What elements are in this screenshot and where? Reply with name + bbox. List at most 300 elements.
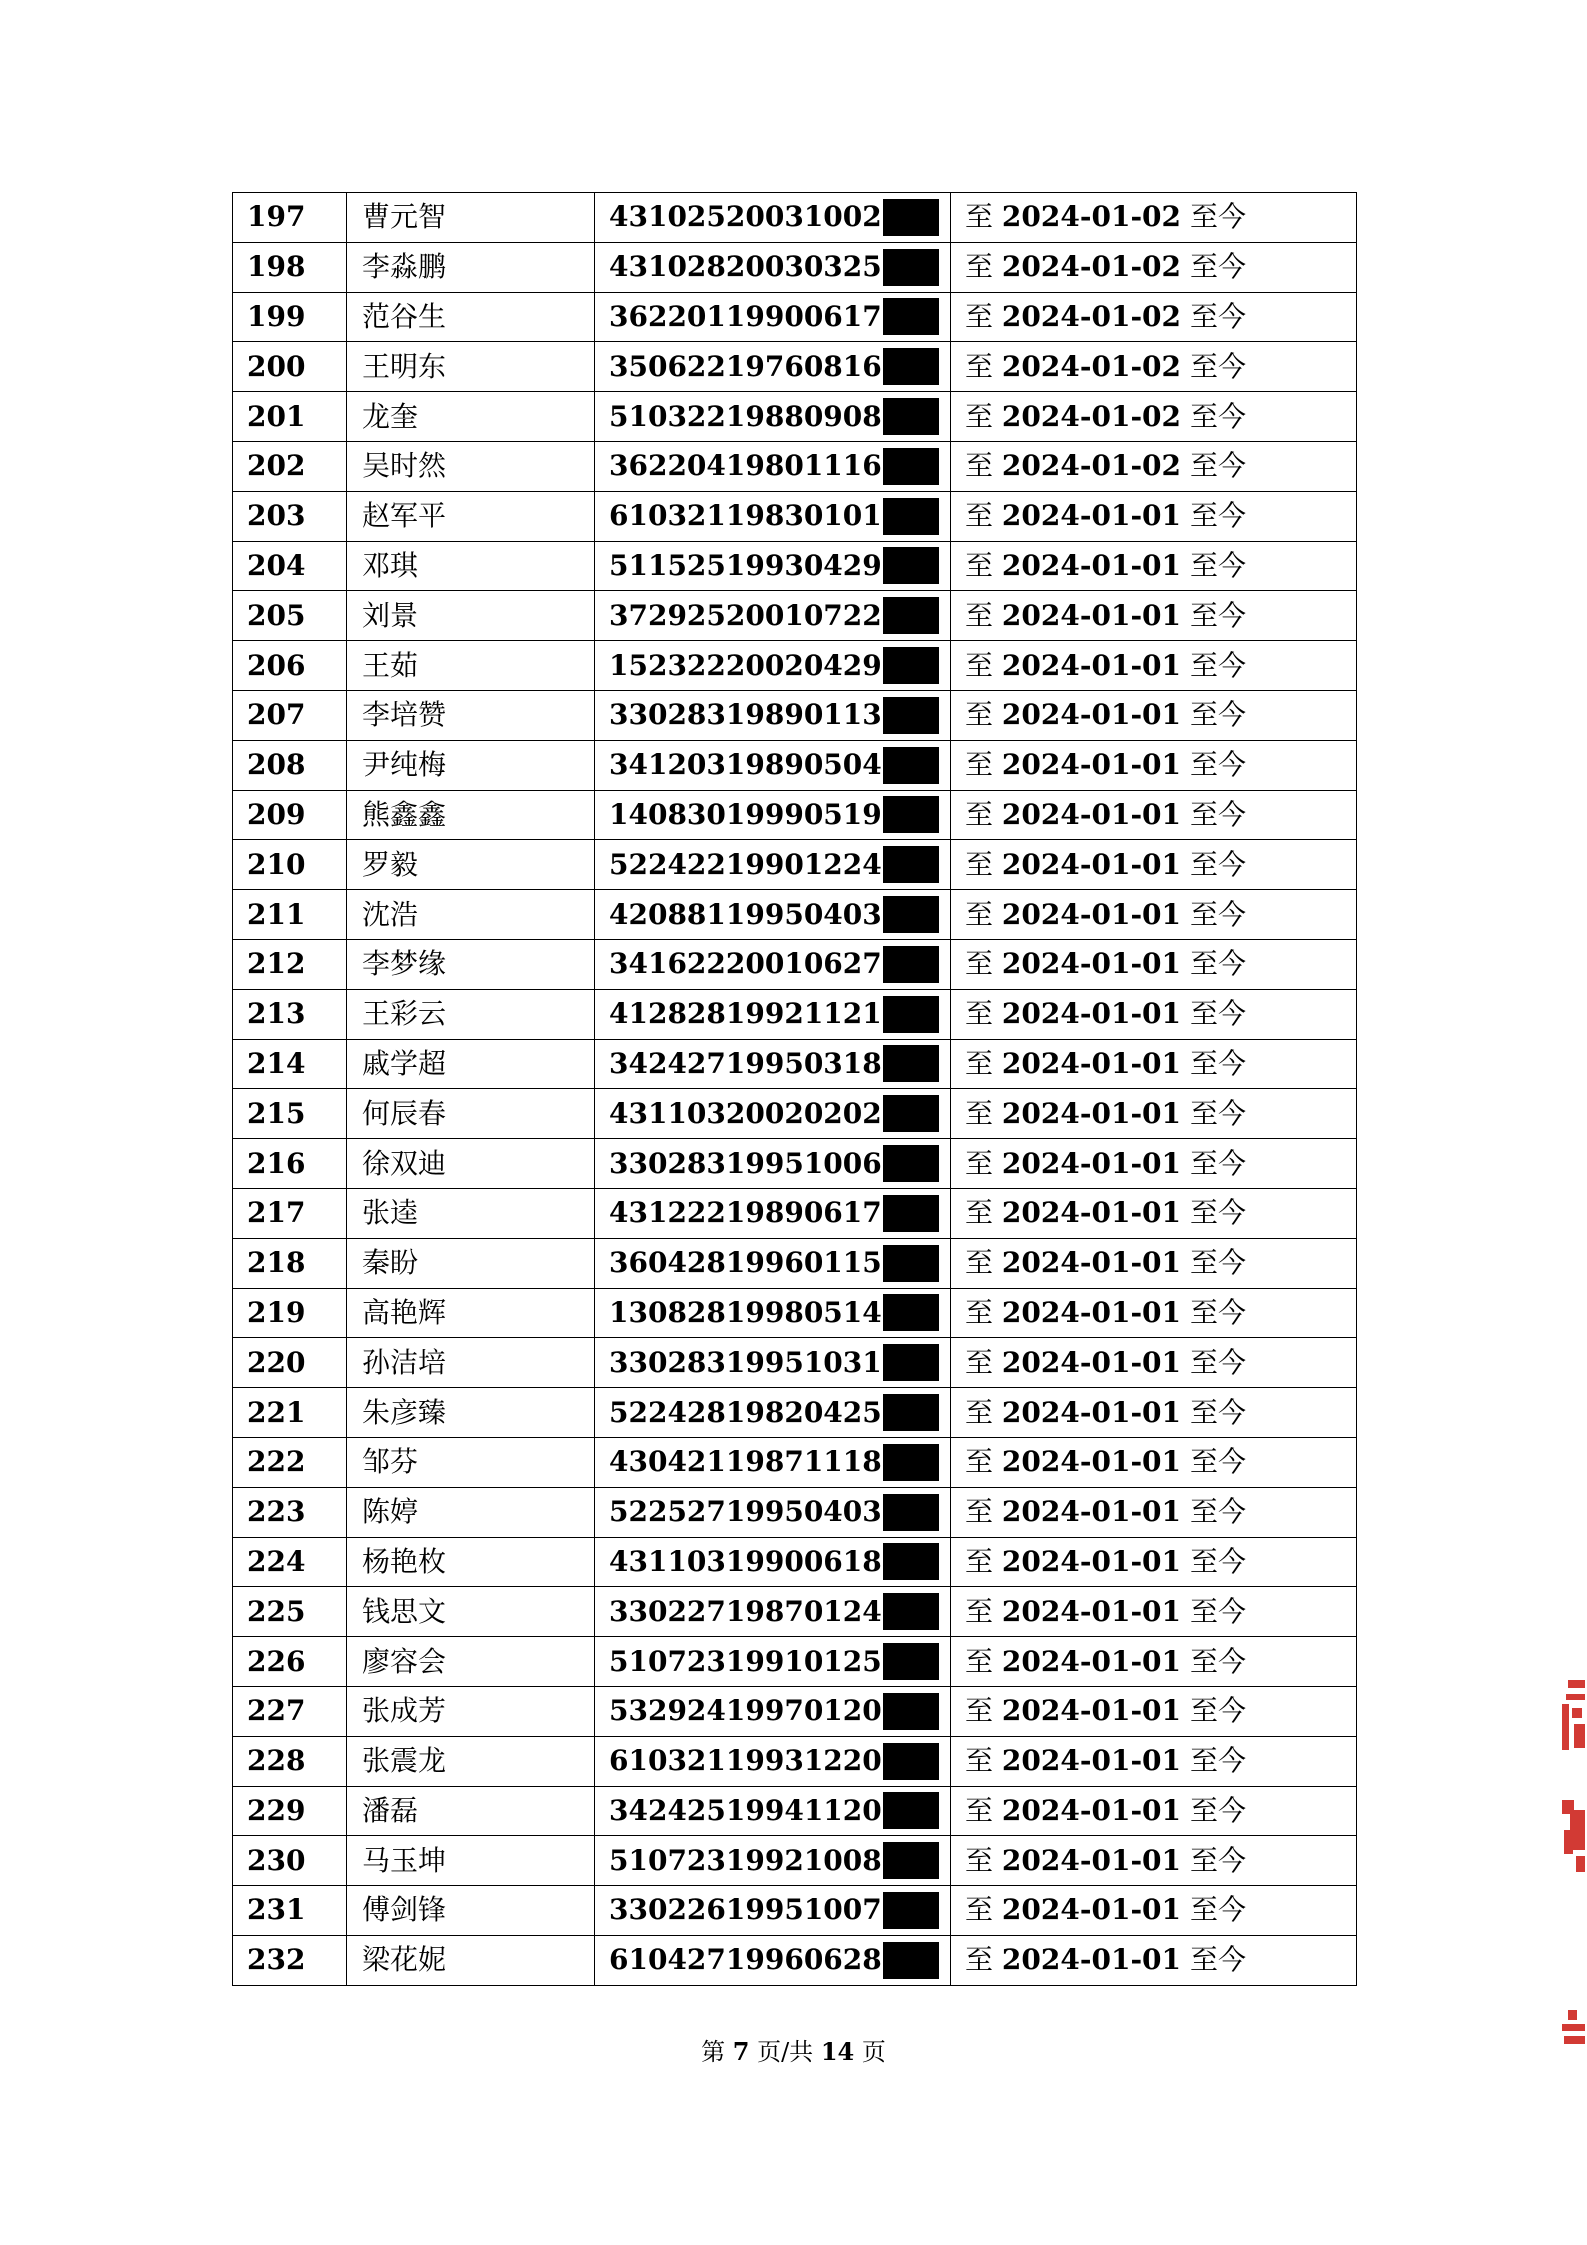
row-number: 213	[233, 989, 347, 1039]
employment-period-cell	[951, 441, 1357, 491]
id-number-visible: 37292520010722	[609, 598, 882, 632]
row-number: 203	[233, 491, 347, 541]
period-suffix: 至今	[1189, 797, 1246, 831]
redaction-block	[883, 1045, 939, 1082]
row-number: 204	[233, 541, 347, 591]
table-row	[233, 989, 1357, 1039]
id-number-cell	[595, 193, 951, 243]
period-prefix: 至	[965, 449, 994, 483]
row-number: 221	[233, 1388, 347, 1438]
redaction-block	[883, 249, 939, 286]
table-row	[233, 591, 1357, 641]
employment-period-cell	[951, 740, 1357, 790]
period-date: 2024-01-01	[1001, 897, 1182, 931]
period-date: 2024-01-01	[1001, 1046, 1182, 1080]
redaction-block	[883, 1543, 939, 1580]
employment-period-cell	[951, 641, 1357, 691]
row-number: 227	[233, 1686, 347, 1736]
person-name: 秦盼	[347, 1238, 595, 1288]
period-prefix: 至	[965, 1793, 994, 1827]
person-name: 徐双迪	[347, 1139, 595, 1189]
period-suffix: 至今	[1189, 1893, 1246, 1927]
period-suffix: 至今	[1189, 648, 1246, 682]
period-suffix: 至今	[1189, 1096, 1246, 1130]
period-suffix: 至今	[1189, 548, 1246, 582]
redaction-block	[883, 1743, 939, 1780]
id-number-cell	[595, 1388, 951, 1438]
period-prefix: 至	[965, 1594, 994, 1628]
period-date: 2024-01-01	[1001, 748, 1182, 782]
employment-period-cell	[951, 989, 1357, 1039]
period-suffix: 至今	[1189, 399, 1246, 433]
person-name: 熊鑫鑫	[347, 790, 595, 840]
table-row	[233, 1487, 1357, 1537]
employment-period-cell	[951, 939, 1357, 989]
row-number: 218	[233, 1238, 347, 1288]
period-date: 2024-01-02	[1001, 399, 1182, 433]
id-number-visible: 33022619951007	[609, 1893, 882, 1927]
id-number-visible: 52242219901224	[609, 847, 882, 881]
employment-period-cell	[951, 342, 1357, 392]
id-number-cell	[595, 1786, 951, 1836]
period-suffix: 至今	[1189, 997, 1246, 1031]
redaction-block	[883, 199, 939, 236]
row-number: 201	[233, 392, 347, 442]
page-current: 7	[732, 2037, 750, 2066]
row-number: 222	[233, 1437, 347, 1487]
page-suffix: 页	[861, 2038, 886, 2066]
id-number-visible: 15232220020429	[609, 648, 882, 682]
redaction-block	[883, 946, 939, 983]
id-number-cell	[595, 1487, 951, 1537]
redaction-block	[883, 1095, 939, 1132]
id-number-cell	[595, 690, 951, 740]
id-number-visible: 43110320020202	[609, 1096, 882, 1130]
table-row	[233, 740, 1357, 790]
redaction-block	[883, 747, 939, 784]
period-prefix: 至	[965, 1196, 994, 1230]
period-suffix: 至今	[1189, 349, 1246, 383]
employment-period-cell	[951, 1487, 1357, 1537]
period-date: 2024-01-01	[1001, 1096, 1182, 1130]
redaction-block	[883, 1693, 939, 1730]
id-number-cell	[595, 1686, 951, 1736]
period-date: 2024-01-01	[1001, 1445, 1182, 1479]
person-name: 罗毅	[347, 840, 595, 890]
table-row	[233, 790, 1357, 840]
page-middle: 页/共	[757, 2038, 814, 2066]
person-name: 尹纯梅	[347, 740, 595, 790]
row-number: 199	[233, 292, 347, 342]
employment-period-cell	[951, 1089, 1357, 1139]
redaction-block	[883, 1245, 939, 1282]
row-number: 197	[233, 193, 347, 243]
period-date: 2024-01-01	[1001, 598, 1182, 632]
table-row	[233, 1437, 1357, 1487]
id-number-cell	[595, 939, 951, 989]
row-number: 223	[233, 1487, 347, 1537]
period-prefix: 至	[965, 1644, 994, 1678]
id-number-cell	[595, 1039, 951, 1089]
redaction-block	[883, 1294, 939, 1331]
person-name: 戚学超	[347, 1039, 595, 1089]
id-number-cell	[595, 1089, 951, 1139]
table-body	[233, 193, 1357, 1986]
table-row	[233, 491, 1357, 541]
period-suffix: 至今	[1189, 1694, 1246, 1728]
period-date: 2024-01-01	[1001, 1644, 1182, 1678]
employment-period-cell	[951, 790, 1357, 840]
period-date: 2024-01-01	[1001, 947, 1182, 981]
person-name: 李淼鹏	[347, 242, 595, 292]
id-number-cell	[595, 342, 951, 392]
table-row	[233, 890, 1357, 940]
period-suffix: 至今	[1189, 1046, 1246, 1080]
period-prefix: 至	[965, 698, 994, 732]
page-prefix: 第	[701, 2038, 726, 2066]
person-name: 曹元智	[347, 193, 595, 243]
id-number-visible: 34242519941120	[609, 1793, 882, 1827]
period-date: 2024-01-01	[1001, 648, 1182, 682]
table-row	[233, 1935, 1357, 1985]
row-number: 231	[233, 1886, 347, 1936]
id-number-cell	[595, 1537, 951, 1587]
id-number-visible: 13082819980514	[609, 1295, 882, 1329]
period-prefix: 至	[965, 200, 994, 234]
personnel-table	[232, 192, 1357, 1986]
id-number-cell	[595, 392, 951, 442]
period-prefix: 至	[965, 748, 994, 782]
row-number: 209	[233, 790, 347, 840]
period-prefix: 至	[965, 1843, 994, 1877]
period-date: 2024-01-02	[1001, 299, 1182, 333]
period-date: 2024-01-01	[1001, 698, 1182, 732]
id-number-visible: 61042719960628	[609, 1943, 882, 1977]
row-number: 212	[233, 939, 347, 989]
person-name: 邓琪	[347, 541, 595, 591]
row-number: 215	[233, 1089, 347, 1139]
employment-period-cell	[951, 1786, 1357, 1836]
employment-period-cell	[951, 193, 1357, 243]
period-suffix: 至今	[1189, 449, 1246, 483]
id-number-cell	[595, 242, 951, 292]
period-prefix: 至	[965, 947, 994, 981]
period-suffix: 至今	[1189, 200, 1246, 234]
period-date: 2024-01-01	[1001, 1495, 1182, 1529]
person-name: 吴时然	[347, 441, 595, 491]
table-row	[233, 1886, 1357, 1936]
period-suffix: 至今	[1189, 1345, 1246, 1379]
period-suffix: 至今	[1189, 1246, 1246, 1280]
redaction-block	[883, 1444, 939, 1481]
id-number-visible: 33028319890113	[609, 698, 882, 732]
period-date: 2024-01-02	[1001, 449, 1182, 483]
person-name: 钱思文	[347, 1587, 595, 1637]
employment-period-cell	[951, 292, 1357, 342]
person-name: 李梦缘	[347, 939, 595, 989]
employment-period-cell	[951, 1288, 1357, 1338]
redaction-block	[883, 896, 939, 933]
table-row	[233, 1288, 1357, 1338]
employment-period-cell	[951, 1338, 1357, 1388]
id-number-cell	[595, 491, 951, 541]
person-name: 沈浩	[347, 890, 595, 940]
period-prefix: 至	[965, 648, 994, 682]
period-date: 2024-01-01	[1001, 1395, 1182, 1429]
row-number: 214	[233, 1039, 347, 1089]
table-row	[233, 392, 1357, 442]
period-suffix: 至今	[1189, 897, 1246, 931]
employment-period-cell	[951, 1388, 1357, 1438]
period-prefix: 至	[965, 797, 994, 831]
period-date: 2024-01-01	[1001, 1345, 1182, 1379]
period-suffix: 至今	[1189, 1395, 1246, 1429]
period-suffix: 至今	[1189, 748, 1246, 782]
row-number: 206	[233, 641, 347, 691]
person-name: 孙洁培	[347, 1338, 595, 1388]
redaction-block	[883, 1792, 939, 1829]
period-prefix: 至	[965, 847, 994, 881]
row-number: 225	[233, 1587, 347, 1637]
page-footer	[0, 2032, 1587, 2067]
id-number-visible: 33022719870124	[609, 1594, 882, 1628]
employment-period-cell	[951, 491, 1357, 541]
row-number: 208	[233, 740, 347, 790]
period-suffix: 至今	[1189, 250, 1246, 284]
id-number-cell	[595, 1587, 951, 1637]
id-number-visible: 42088119950403	[609, 897, 882, 931]
employment-period-cell	[951, 1188, 1357, 1238]
row-number: 219	[233, 1288, 347, 1338]
period-prefix: 至	[965, 399, 994, 433]
person-name: 何辰春	[347, 1089, 595, 1139]
table-row	[233, 1786, 1357, 1836]
id-number-cell	[595, 441, 951, 491]
period-suffix: 至今	[1189, 698, 1246, 732]
row-number: 211	[233, 890, 347, 940]
id-number-visible: 61032119931220	[609, 1744, 882, 1778]
id-number-visible: 51072319910125	[609, 1644, 882, 1678]
id-number-visible: 36042819960115	[609, 1246, 882, 1280]
person-name: 王彩云	[347, 989, 595, 1039]
period-suffix: 至今	[1189, 1843, 1246, 1877]
period-suffix: 至今	[1189, 1744, 1246, 1778]
period-suffix: 至今	[1189, 1544, 1246, 1578]
period-suffix: 至今	[1189, 1295, 1246, 1329]
person-name: 李培赞	[347, 690, 595, 740]
person-name: 杨艳枚	[347, 1537, 595, 1587]
id-number-cell	[595, 541, 951, 591]
row-number: 220	[233, 1338, 347, 1388]
period-suffix: 至今	[1189, 1146, 1246, 1180]
period-date: 2024-01-01	[1001, 1246, 1182, 1280]
row-number: 207	[233, 690, 347, 740]
redaction-block	[883, 1643, 939, 1680]
id-number-visible: 52252719950403	[609, 1495, 882, 1529]
id-number-visible: 33028319951031	[609, 1345, 882, 1379]
period-prefix: 至	[965, 1046, 994, 1080]
employment-period-cell	[951, 1039, 1357, 1089]
period-suffix: 至今	[1189, 598, 1246, 632]
table-row	[233, 1338, 1357, 1388]
period-date: 2024-01-01	[1001, 1196, 1182, 1230]
period-prefix: 至	[965, 1395, 994, 1429]
table-row	[233, 939, 1357, 989]
period-prefix: 至	[965, 299, 994, 333]
period-prefix: 至	[965, 250, 994, 284]
period-prefix: 至	[965, 1694, 994, 1728]
redaction-block	[883, 1145, 939, 1182]
period-date: 2024-01-01	[1001, 1943, 1182, 1977]
id-number-cell	[595, 1637, 951, 1687]
redaction-block	[883, 1942, 939, 1979]
period-prefix: 至	[965, 1943, 994, 1977]
row-number: 210	[233, 840, 347, 890]
employment-period-cell	[951, 1686, 1357, 1736]
period-prefix: 至	[965, 1744, 994, 1778]
id-number-cell	[595, 1935, 951, 1985]
period-suffix: 至今	[1189, 847, 1246, 881]
period-suffix: 至今	[1189, 499, 1246, 533]
id-number-visible: 51032219880908	[609, 399, 882, 433]
id-number-cell	[595, 1886, 951, 1936]
row-number: 205	[233, 591, 347, 641]
id-number-visible: 35062219760816	[609, 349, 882, 383]
id-number-cell	[595, 1188, 951, 1238]
employment-period-cell	[951, 1935, 1357, 1985]
period-suffix: 至今	[1189, 1445, 1246, 1479]
id-number-cell	[595, 740, 951, 790]
employment-period-cell	[951, 1238, 1357, 1288]
row-number: 217	[233, 1188, 347, 1238]
person-name: 刘景	[347, 591, 595, 641]
table-row	[233, 1836, 1357, 1886]
table-row	[233, 541, 1357, 591]
table-row	[233, 840, 1357, 890]
id-number-cell	[595, 1836, 951, 1886]
id-number-visible: 14083019990519	[609, 797, 882, 831]
row-number: 224	[233, 1537, 347, 1587]
period-suffix: 至今	[1189, 1943, 1246, 1977]
period-suffix: 至今	[1189, 1594, 1246, 1628]
id-number-cell	[595, 591, 951, 641]
period-date: 2024-01-01	[1001, 1793, 1182, 1827]
period-date: 2024-01-01	[1001, 797, 1182, 831]
redaction-block	[883, 1593, 939, 1630]
period-prefix: 至	[965, 349, 994, 383]
id-number-cell	[595, 1238, 951, 1288]
period-prefix: 至	[965, 1295, 994, 1329]
period-date: 2024-01-01	[1001, 548, 1182, 582]
period-prefix: 至	[965, 1246, 994, 1280]
table-row	[233, 1637, 1357, 1687]
page-total: 14	[820, 2037, 855, 2066]
id-number-visible: 53292419970120	[609, 1694, 882, 1728]
id-number-visible: 36220119900617	[609, 299, 882, 333]
person-name: 朱彦臻	[347, 1388, 595, 1438]
period-prefix: 至	[965, 1495, 994, 1529]
redaction-block	[883, 547, 939, 584]
id-number-cell	[595, 1736, 951, 1786]
row-number: 202	[233, 441, 347, 491]
period-suffix: 至今	[1189, 1196, 1246, 1230]
employment-period-cell	[951, 1836, 1357, 1886]
table-row	[233, 1039, 1357, 1089]
employment-period-cell	[951, 1537, 1357, 1587]
id-number-cell	[595, 890, 951, 940]
redaction-block	[883, 1494, 939, 1531]
table-row	[233, 1188, 1357, 1238]
table-row	[233, 1587, 1357, 1637]
period-suffix: 至今	[1189, 1495, 1246, 1529]
period-prefix: 至	[965, 1893, 994, 1927]
id-number-visible: 36220419801116	[609, 449, 882, 483]
period-date: 2024-01-01	[1001, 1594, 1182, 1628]
id-number-visible: 51152519930429	[609, 548, 882, 582]
period-suffix: 至今	[1189, 299, 1246, 333]
employment-period-cell	[951, 890, 1357, 940]
person-name: 邹芬	[347, 1437, 595, 1487]
employment-period-cell	[951, 1587, 1357, 1637]
redaction-block	[883, 348, 939, 385]
id-number-visible: 61032119830101	[609, 499, 882, 533]
redaction-block	[883, 597, 939, 634]
period-prefix: 至	[965, 897, 994, 931]
person-name: 赵军平	[347, 491, 595, 541]
id-number-visible: 41282819921121	[609, 997, 882, 1031]
row-number: 230	[233, 1836, 347, 1886]
row-number: 198	[233, 242, 347, 292]
period-prefix: 至	[965, 548, 994, 582]
redaction-block	[883, 398, 939, 435]
period-prefix: 至	[965, 1544, 994, 1578]
table-row	[233, 1388, 1357, 1438]
redaction-block	[883, 846, 939, 883]
period-suffix: 至今	[1189, 1644, 1246, 1678]
table-row	[233, 1238, 1357, 1288]
id-number-cell	[595, 840, 951, 890]
employment-period-cell	[951, 541, 1357, 591]
table-row	[233, 1089, 1357, 1139]
period-date: 2024-01-01	[1001, 499, 1182, 533]
period-date: 2024-01-01	[1001, 1295, 1182, 1329]
person-name: 廖容会	[347, 1637, 595, 1687]
id-number-cell	[595, 1139, 951, 1189]
person-name: 马玉坤	[347, 1836, 595, 1886]
employment-period-cell	[951, 1437, 1357, 1487]
period-date: 2024-01-02	[1001, 349, 1182, 383]
id-number-visible: 34120319890504	[609, 748, 882, 782]
id-number-visible: 43110319900618	[609, 1544, 882, 1578]
period-prefix: 至	[965, 499, 994, 533]
id-number-visible: 34162220010627	[609, 947, 882, 981]
redaction-block	[883, 448, 939, 485]
id-number-visible: 43122219890617	[609, 1196, 882, 1230]
employment-period-cell	[951, 690, 1357, 740]
person-name: 王茹	[347, 641, 595, 691]
row-number: 232	[233, 1935, 347, 1985]
table-row	[233, 1686, 1357, 1736]
table-row	[233, 1537, 1357, 1587]
id-number-visible: 51072319921008	[609, 1843, 882, 1877]
id-number-visible: 33028319951006	[609, 1146, 882, 1180]
row-number: 216	[233, 1139, 347, 1189]
id-number-cell	[595, 1338, 951, 1388]
id-number-cell	[595, 641, 951, 691]
id-number-visible: 43102520031002	[609, 200, 882, 234]
id-number-cell	[595, 790, 951, 840]
period-prefix: 至	[965, 1345, 994, 1379]
